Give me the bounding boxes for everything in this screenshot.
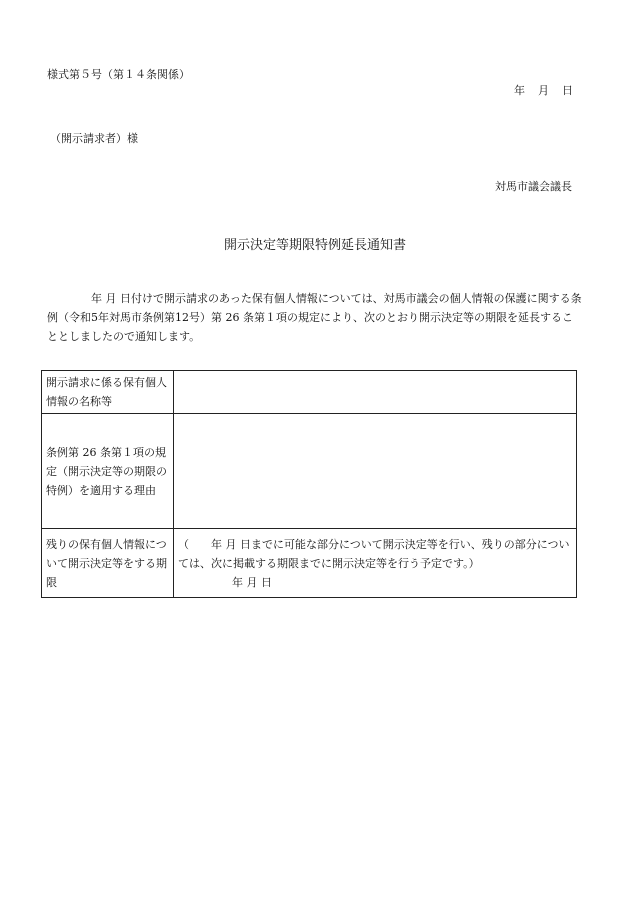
- table-label-reason: 条例第 26 条第１項の規定（開示決定等の期限の特例）を適用する理由: [42, 414, 174, 529]
- addressee: （開示請求者）様: [50, 132, 138, 145]
- table-label-deadline: 残りの保有個人情報について開示決定等をする期限: [42, 529, 174, 598]
- info-table: [41, 370, 577, 598]
- table-row: [42, 414, 577, 529]
- body-paragraph: [47, 289, 582, 346]
- body-text: 年 月 日付けで開示請求のあった保有個人情報については、対馬市議会の個人情報の保護に関する条例（令和5年対馬市条例第12号）第 26 条第１項の規定により、次のとおり開示決定等の期限を延長することとしましたので通知します。: [47, 292, 582, 343]
- deadline-note: （ 年 月 日までに可能な部分について開示決定等を行い、残りの部分については、次に掲載する期限までに開示決定等を行う予定です。）: [178, 538, 570, 570]
- form-number: 様式第５号（第１４条関係）: [47, 68, 190, 81]
- deadline-date: 年 月 日: [232, 576, 272, 589]
- document-title: 開示決定等期限特例延長通知書: [223, 238, 406, 253]
- table-label-name: 開示請求に係る保有個人情報の名称等: [42, 371, 174, 414]
- table-value-name: [174, 371, 577, 414]
- table-value-deadline: [174, 529, 577, 598]
- table-row: [42, 529, 577, 598]
- table-row: [42, 371, 577, 414]
- issuer: 対馬市議会議長: [495, 180, 572, 193]
- table-value-reason: [174, 414, 577, 529]
- date-line: 年 月 日: [514, 84, 574, 97]
